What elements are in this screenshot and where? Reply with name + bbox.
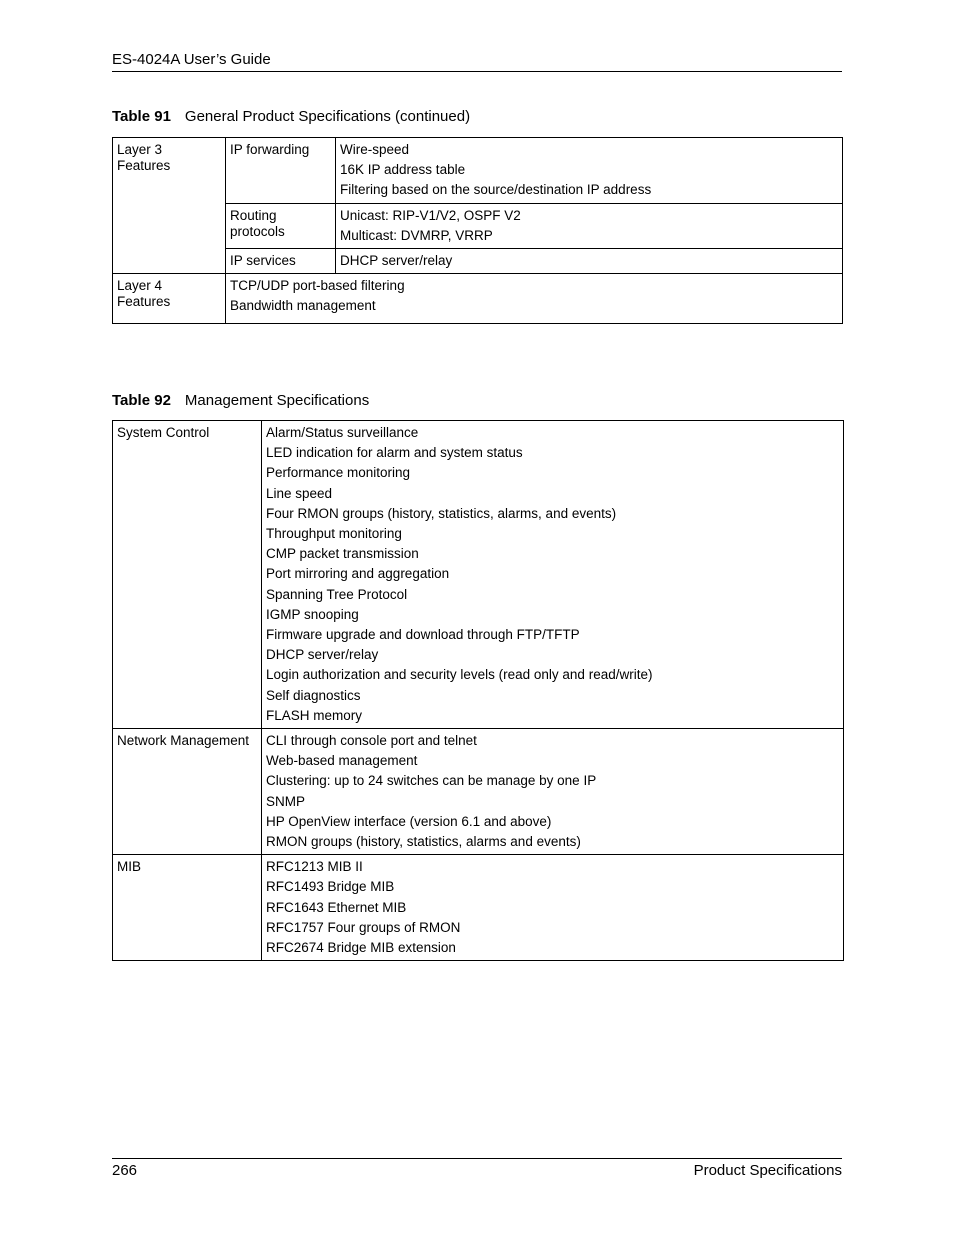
spec-item: HP OpenView interface (version 6.1 and above): [266, 813, 552, 829]
table-91-number: Table 91: [112, 108, 171, 125]
spec-item: Web-based management: [266, 753, 418, 769]
spec-item: Firmware upgrade and download through FTP/TFTP: [266, 627, 580, 643]
spec-item: DHCP server/relay: [340, 253, 453, 269]
spec-item: Alarm/Status surveillance: [266, 425, 419, 440]
spec-cell: [262, 421, 844, 729]
spec-item: Unicast: RIP-V1/V2, OSPF V2: [340, 207, 521, 223]
spec-item: Multicast: DVMRP, VRRP: [340, 227, 493, 243]
spec-item: IGMP snooping: [266, 606, 359, 622]
table-row: [113, 421, 844, 729]
category-label: Network Management: [117, 733, 250, 749]
spec-item: Performance monitoring: [266, 465, 411, 481]
spec-item: Spanning Tree Protocol: [266, 586, 408, 602]
feature-cell: [226, 249, 336, 274]
spec-item: Clustering: up to 24 switches can be manage by one IP: [266, 773, 597, 789]
spec-item: Four RMON groups (history, statistics, alarms, and events): [266, 505, 617, 521]
spec-item: Throughput monitoring: [266, 526, 402, 542]
footer-section-title: Product Specifications: [693, 1162, 842, 1179]
spec-item: Port mirroring and aggregation: [266, 566, 450, 582]
table-row: [113, 274, 843, 324]
feature-label-cont: protocols: [230, 223, 285, 239]
layer4-label-cell: [113, 274, 226, 324]
table-row: [113, 729, 844, 855]
layer3-label-cell: [113, 138, 226, 274]
table-92-number: Table 92: [112, 392, 171, 409]
spec-item: RFC1757 Four groups of RMON: [266, 919, 461, 935]
spec-item: Self diagnostics: [266, 687, 361, 703]
spec-cell: [336, 138, 843, 204]
spec-item: Bandwidth management: [230, 298, 376, 314]
category-cell: [113, 421, 262, 729]
table-92-caption: [112, 392, 369, 409]
layer4-label-cont: Features: [117, 294, 171, 310]
management-specifications-table: [112, 420, 844, 961]
spec-cell: [336, 203, 843, 248]
running-header: ES-4024A User’s Guide: [112, 51, 271, 68]
layer3-label: Layer 3: [117, 142, 163, 157]
feature-cell: [226, 203, 336, 248]
spec-item: RFC1493 Bridge MIB: [266, 879, 395, 895]
spec-item: Filtering based on the source/destination IP address: [340, 182, 652, 198]
spec-item: RFC2674 Bridge MIB extension: [266, 940, 456, 956]
spec-cell: [262, 729, 844, 855]
table-92-title: Management Specifications: [184, 392, 370, 409]
feature-label: IP forwarding: [230, 142, 310, 157]
category-cell: [113, 855, 262, 961]
feature-label: Routing: [230, 207, 277, 223]
spec-cell: [262, 855, 844, 961]
spec-item: 16K IP address table: [340, 162, 466, 178]
feature-cell: [226, 138, 336, 204]
spec-item: RMON groups (history, statistics, alarms and events): [266, 834, 581, 850]
spec-item: RFC1213 MIB II: [266, 859, 363, 875]
spec-item: FLASH memory: [266, 707, 363, 723]
spec-cell: [336, 249, 843, 274]
table-91-title: General Product Specifications (continued): [184, 108, 471, 125]
spec-item: RFC1643 Ethernet MIB: [266, 899, 407, 915]
page-number: 266: [112, 1162, 138, 1179]
spec-item: CMP packet transmission: [266, 546, 419, 562]
table-row: [113, 855, 844, 961]
spec-item: TCP/UDP port-based filtering: [230, 278, 405, 294]
header-rule: [112, 71, 842, 72]
category-label: MIB: [117, 859, 142, 875]
footer-rule: [112, 1158, 842, 1159]
spec-cell: [226, 274, 843, 324]
layer4-label: Layer 4: [117, 278, 163, 294]
spec-item: Login authorization and security levels (read only and read/write): [266, 667, 653, 683]
layer3-label-cont: Features: [117, 158, 171, 173]
table-91-caption: [112, 108, 470, 125]
general-product-specifications-table: [112, 137, 843, 324]
category-cell: [113, 729, 262, 855]
spec-item: Line speed: [266, 485, 333, 501]
spec-item: LED indication for alarm and system status: [266, 445, 523, 461]
spec-item: DHCP server/relay: [266, 647, 379, 663]
spec-item: CLI through console port and telnet: [266, 733, 477, 749]
spec-item: Wire-speed: [340, 142, 410, 157]
category-label: System Control: [117, 425, 210, 440]
spec-item: SNMP: [266, 793, 306, 809]
table-row: [113, 138, 843, 204]
feature-label: IP services: [230, 253, 296, 269]
